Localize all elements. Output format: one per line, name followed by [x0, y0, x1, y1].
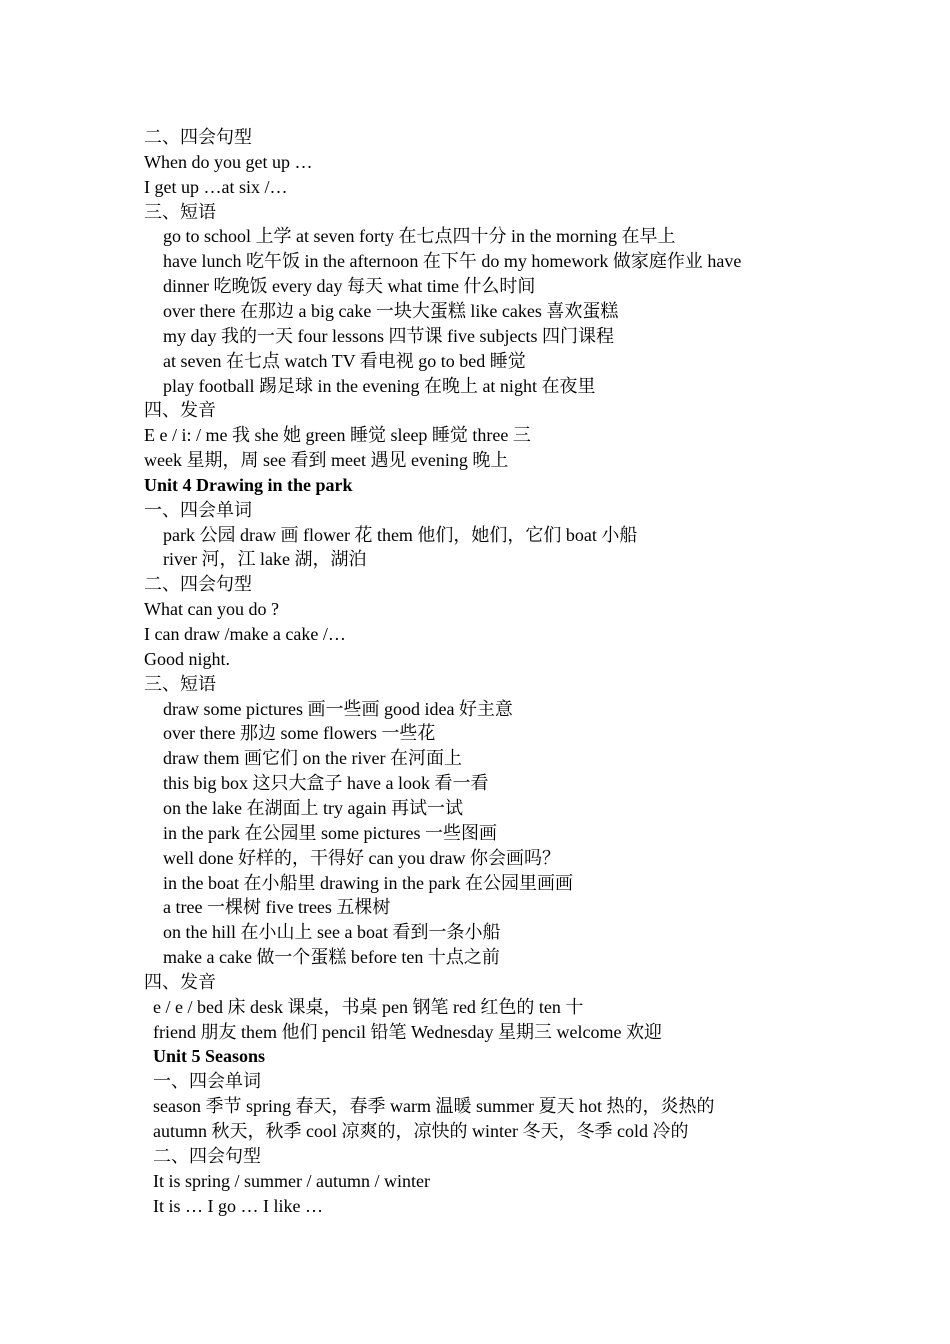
- text-line: over there 在那边 a big cake 一块大蛋糕 like cakes 喜欢蛋糕: [163, 300, 619, 321]
- text-line: season 季节 spring 春天，春季 warm 温暖 summer 夏天 hot 热的，炎热的: [153, 1096, 715, 1117]
- text-line: When do you get up …: [144, 151, 313, 172]
- text-line: make a cake 做一个蛋糕 before ten 十点之前: [163, 947, 500, 968]
- text-line: friend 朋友 them 他们 pencil 铅笔 Wednesday 星期三 welcome 欢迎: [153, 1021, 662, 1042]
- text-line: this big box 这只大盒子 have a look 看一看: [163, 773, 489, 794]
- text-line: on the hill 在小山上 see a boat 看到一条小船: [163, 922, 501, 943]
- text-line: go to school 上学 at seven forty 在七点四十分 in the morning 在早上: [163, 226, 676, 247]
- text-line: 二、四会句型: [153, 1145, 261, 1166]
- text-line: 二、四会句型: [144, 127, 252, 147]
- text-line: I can draw /make a cake /…: [144, 624, 346, 644]
- text-line: dinner 吃晚饭 every day 每天 what time 什么时间: [163, 276, 536, 297]
- text-line: over there 那边 some flowers 一些花: [163, 723, 436, 744]
- unit-heading: Unit 4 Drawing in the park: [144, 474, 353, 495]
- text-line: 三、短语: [144, 201, 216, 222]
- text-line: What can you do ?: [144, 599, 279, 620]
- text-line: I get up …at six /…: [144, 176, 288, 197]
- text-line: 四、发音: [144, 971, 216, 992]
- text-line: well done 好样的，干得好 can you draw 你会画吗？: [163, 847, 560, 868]
- text-line: my day 我的一天 four lessons 四节课 five subjects 四门课程: [163, 325, 614, 346]
- text-line: It is … I go … I like …: [153, 1195, 323, 1216]
- text-line: river 河，江 lake 湖，湖泊: [163, 549, 367, 570]
- text-line: 一、四会单词: [144, 499, 252, 520]
- text-line: in the park 在公园里 some pictures 一些图画: [163, 822, 497, 843]
- text-line: 三、短语: [144, 673, 216, 694]
- text-line: It is spring / summer / autumn / winter: [153, 1170, 430, 1191]
- text-line: play football 踢足球 in the evening 在晚上 at night 在夜里: [163, 375, 596, 396]
- text-line: draw them 画它们 on the river 在河面上: [163, 748, 462, 769]
- text-line: at seven 在七点 watch TV 看电视 go to bed 睡觉: [163, 350, 526, 371]
- text-line: on the lake 在湖面上 try again 再试一试: [163, 797, 463, 818]
- text-line: 四、发音: [144, 400, 216, 421]
- text-line: a tree 一棵树 five trees 五棵树: [163, 897, 391, 918]
- text-line: in the boat 在小船里 drawing in the park 在公园里画画: [163, 872, 573, 893]
- text-line: autumn 秋天，秋季 cool 凉爽的，凉快的 winter 冬天，冬季 cold 冷的: [153, 1121, 689, 1141]
- text-line: E e / i: / me 我 she 她 green 睡觉 sleep 睡觉 three 三: [144, 425, 531, 446]
- text-line: park 公园 draw 画 flower 花 them 他们，她们，它们 boat 小船: [163, 524, 638, 545]
- text-line: have lunch 吃午饭 in the afternoon 在下午 do my homework 做家庭作业 have: [163, 251, 742, 272]
- text-line: 二、四会句型: [144, 574, 252, 595]
- text-line: week 星期，周 see 看到 meet 遇见 evening 晚上: [144, 450, 509, 471]
- text-line: draw some pictures 画一些画 good idea 好主意: [163, 698, 513, 719]
- text-line: Good night.: [144, 648, 231, 669]
- text-line: e / e / bed 床 desk 课桌，书桌 pen 钢笔 red 红色的 ten 十: [153, 996, 584, 1017]
- text-line: 一、四会单词: [153, 1071, 261, 1092]
- unit-heading: Unit 5 Seasons: [153, 1046, 266, 1067]
